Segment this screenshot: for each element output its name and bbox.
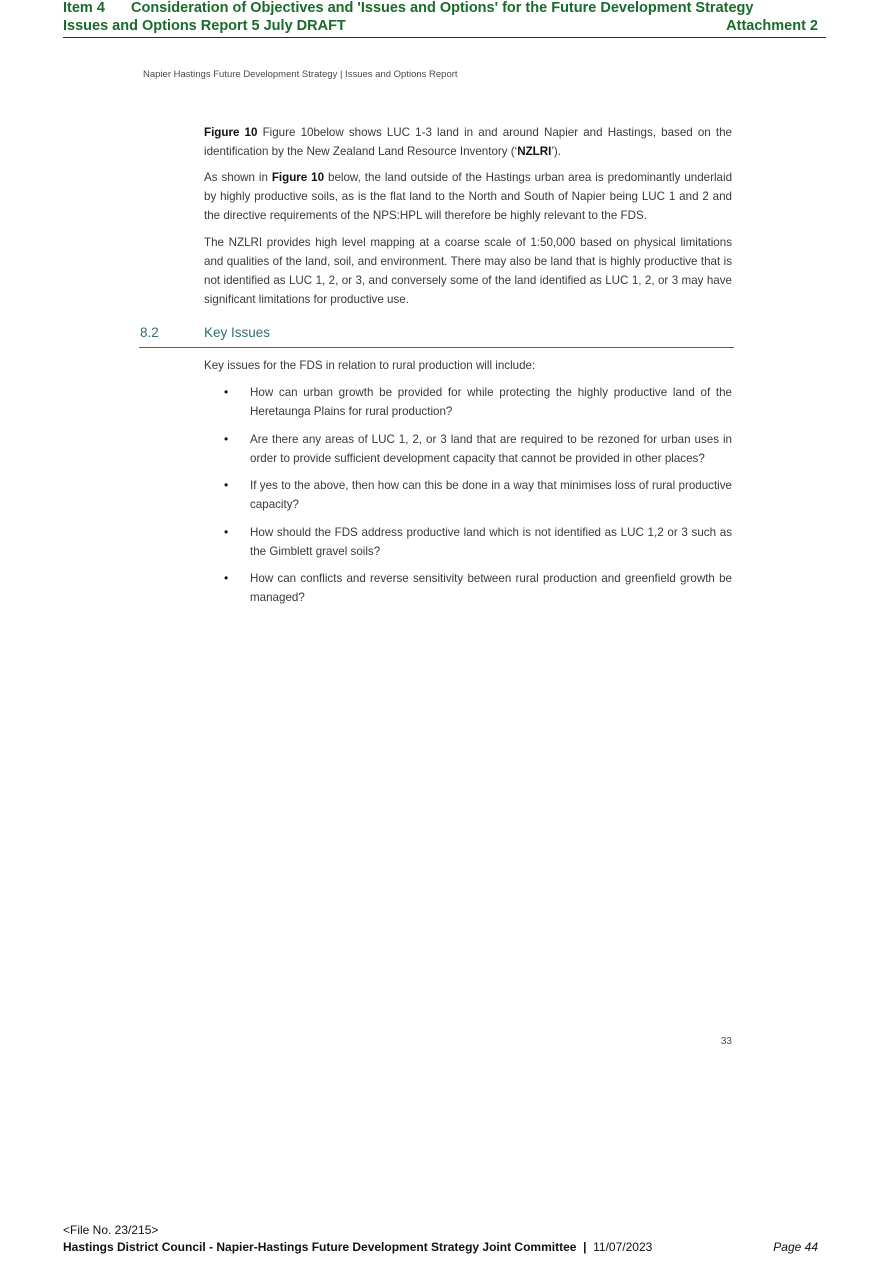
figure-reference: Figure 10 (204, 126, 258, 139)
list-item (224, 523, 732, 561)
paragraph-text: ’). (551, 145, 562, 158)
paragraph-text: The NZLRI provides high level mapping at a coarse scale of 1:50,000 based on physical limitations and qualities of the land, soil, and environment. There may also be land that is highly productive that is not identified as LUC 1, 2, or 3, and conversely some of the land identified as LUC 1, 2, or 3 may have significant limitations for productive use. (204, 236, 732, 306)
agenda-item-number: Item 4 (63, 0, 105, 16)
bullet-icon: • (224, 385, 229, 399)
agenda-page-number: Page 44 (773, 1240, 818, 1254)
section-title: Key Issues (204, 325, 271, 340)
agenda-header (63, 0, 826, 38)
paragraph-productive-soils (204, 168, 732, 225)
list-item (224, 476, 732, 514)
nzlri-abbreviation: NZLRI (517, 145, 552, 158)
list-item-text: How can urban growth be provided for while protecting the highly productive land of the Heretaunga Plains for rural production? (250, 386, 732, 418)
bullet-icon: • (224, 524, 229, 539)
agenda-item-line (63, 0, 753, 16)
paragraph-nzlri-mapping (204, 233, 732, 309)
bullet-icon: • (224, 571, 229, 585)
file-number: <File No. 23/215> (63, 1223, 159, 1237)
report-running-header: Napier Hastings Future Development Strategy | Issues and Options Report (143, 69, 458, 80)
bullet-icon: • (224, 431, 229, 446)
list-item-text: Are there any areas of LUC 1, 2, or 3 land that are required to be rezoned for urban uses in order to provide sufficient development capacity that cannot be provided in other places? (250, 432, 732, 465)
paragraph-text: As shown in (204, 171, 272, 184)
key-issues-intro (204, 356, 732, 375)
report-page-number: 33 (720, 1036, 732, 1047)
agenda-attachment-label: Attachment 2 (726, 18, 818, 34)
paragraph-text: Key issues for the FDS in relation to rural production will include: (204, 359, 536, 372)
meeting-date: 11/07/2023 (593, 1240, 653, 1254)
footer-separator: | (576, 1240, 594, 1254)
agenda-item-title: Consideration of Objectives and 'Issues and Options' for the Future Development Strategy (131, 0, 754, 16)
bullet-icon: • (224, 478, 229, 492)
paragraph-text: below, the land outside of the Hastings urban area is predominantly underlaid by highly productive soils, as is the flat land to the North and South of Napier being LUC 1 and 2 and the directive requirements of the NPS:HPL will therefore be highly relevant to the FDS. (204, 171, 733, 222)
figure-reference: Figure 10 (271, 171, 325, 184)
key-issues-list (224, 383, 732, 616)
paragraph-text: Figure 10below shows LUC 1-3 land in and around Napier and Hastings, based on the identification by the New Zealand Land Resource Inventory (‘ (204, 126, 732, 158)
section-number: 8.2 (140, 325, 159, 340)
list-item (224, 383, 732, 421)
list-item-text: If yes to the above, then how can this be done in a way that minimises loss of rural productive capacity? (250, 479, 732, 511)
section-heading (139, 324, 734, 348)
list-item (224, 569, 732, 607)
list-item-text: How can conflicts and reverse sensitivity between rural production and greenfield growth be managed? (250, 572, 732, 604)
paragraph-figure-intro (204, 123, 732, 161)
agenda-subtitle: Issues and Options Report 5 July DRAFT (63, 18, 346, 34)
committee-name: Hastings District Council - Napier-Hastings Future Development Strategy Joint Committee (63, 1240, 577, 1254)
footer-committee-line (63, 1239, 652, 1255)
list-item-text: How should the FDS address productive land which is not identified as LUC 1,2 or 3 such as the Gimblett gravel soils? (250, 525, 732, 558)
list-item (224, 430, 732, 468)
